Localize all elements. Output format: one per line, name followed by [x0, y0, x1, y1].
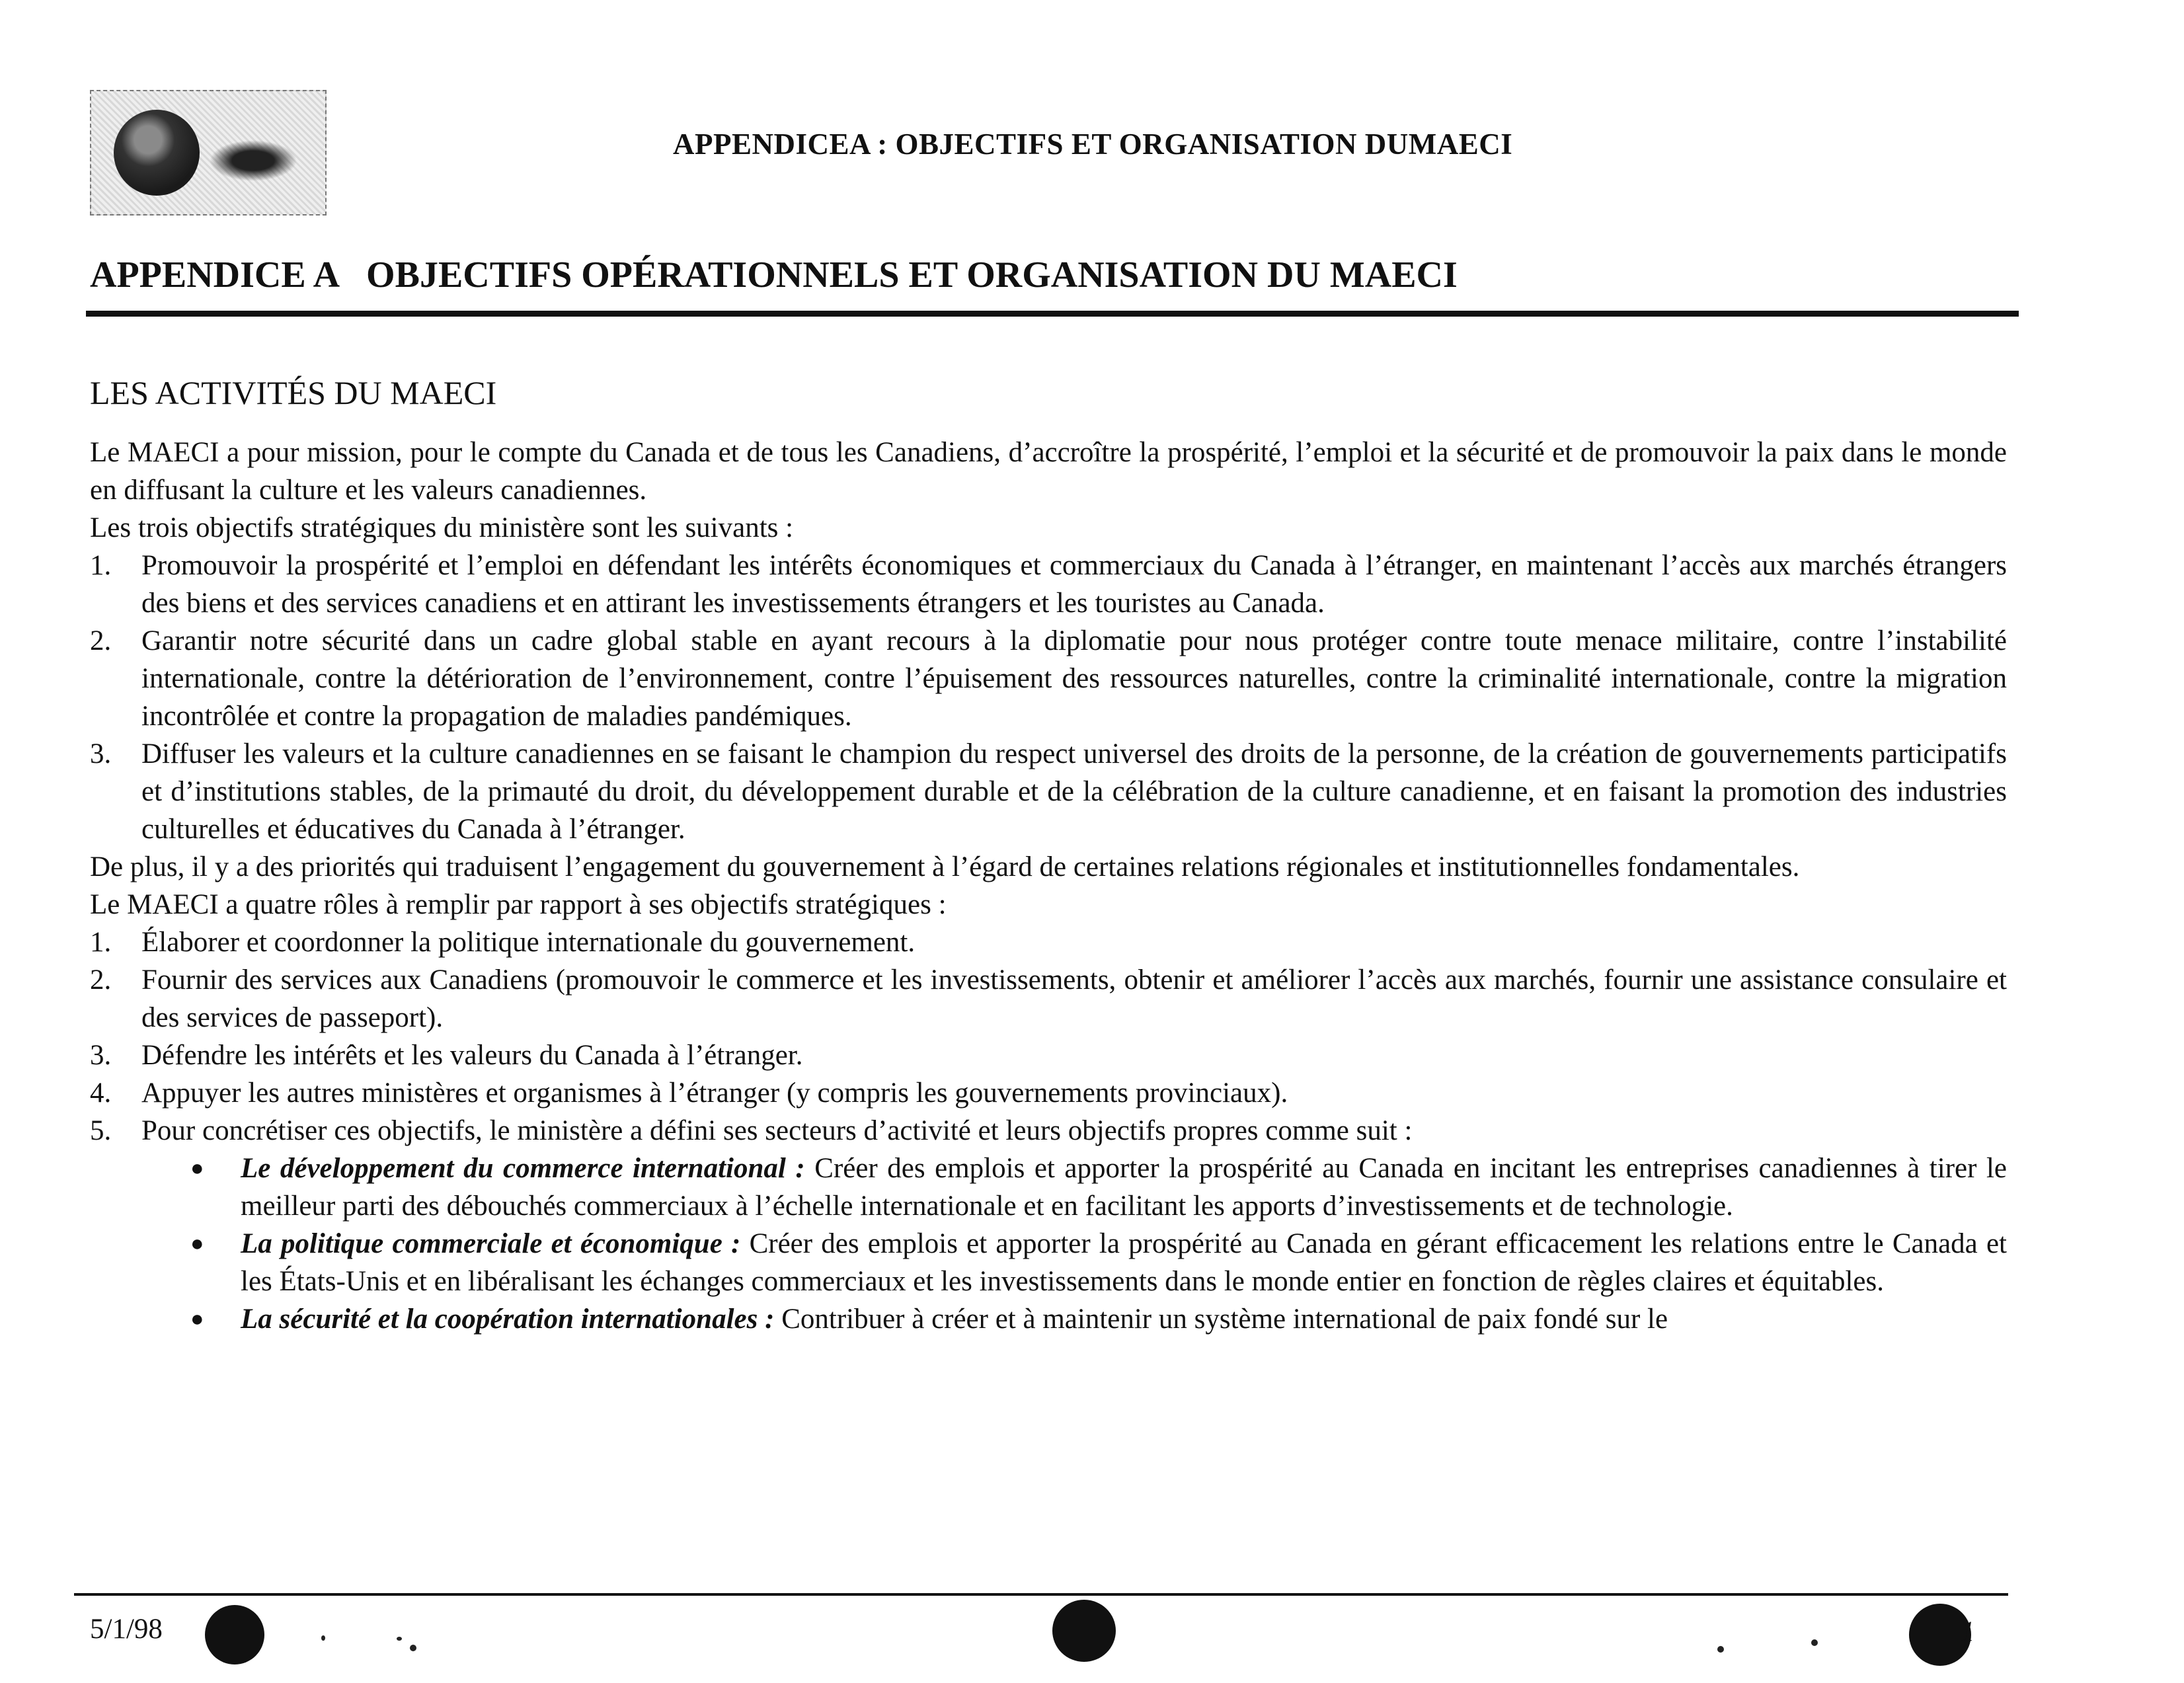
scan-speck	[1717, 1646, 1724, 1653]
scan-speck	[321, 1635, 325, 1641]
section-label: APPENDICE A	[90, 254, 340, 295]
list-item: 5. Pour concrétiser ces objectifs, le ministère a défini ses secteurs d’activité et leurs objectifs propres comme suit : ● Le développement du commerce international : Créer des emplois et apporter la prospérité au Canada en incitant les entreprises canadiennes à tirer le meilleur parti des débouchés commerciaux à l’échelle internationale et en facilitant les apports d’investissements et de technologie. ● La politique commerciale et économique : Créer des emplois et apporter la prospérité au Canada en gérant efficacement les relations entre le Canada et les États-Unis et en libéralisant les échanges commerciaux et les investissements dans le monde entier en fonction de règles claires et équitables. ● La sécurité et la coopération internationales : Contribuer à créer et à maintenir un système international de paix fondé sur le	[90, 1112, 2007, 1338]
intro-paragraph: Le MAECI a pour mission, pour le compte du Canada et de tous les Canadiens, d’accroître la prospérité, l’emploi et la sécurité et de promouvoir la paix dans le monde en diffusant la culture et les valeurs canadiennes.	[90, 437, 2007, 506]
priorities-paragraph: De plus, il y a des priorités qui traduisent l’engagement du gouvernement à l’égard de certaines relations régionales et institutionnelles fondamentales.	[90, 851, 1800, 882]
punch-hole-icon	[1052, 1600, 1116, 1662]
subheading: LES ACTIVITÉS DU MAECI	[90, 374, 497, 411]
bullet-icon: ●	[190, 1307, 204, 1331]
footer-date: 5/1/98	[90, 1614, 163, 1645]
bullet-icon: ●	[190, 1232, 204, 1256]
list-item: 1. Promouvoir la prospérité et l’emploi en défendant les intérêts économiques et commerciaux du Canada à l’étranger, en maintenant l’accès aux marchés étrangers des biens et des services canadiens et en attirant les investissements étrangers et les touristes au Canada.	[90, 550, 2007, 619]
sectors-list	[141, 1150, 2007, 1338]
footer-rule	[74, 1593, 2008, 1596]
list-item: 1. Élaborer et coordonner la politique internationale du gouvernement.	[90, 927, 916, 958]
roles-intro: Le MAECI a quatre rôles à remplir par rapport à ses objectifs stratégiques :	[90, 889, 947, 920]
header-rule	[86, 311, 2019, 317]
list-item: ● La sécurité et la coopération internationales : Contribuer à créer et à maintenir un système international de paix fondé sur le	[90, 1300, 2007, 1338]
list-item: 3. Diffuser les valeurs et la culture canadiennes en se faisant le champion du respect universel des droits de la personne, de la création de gouvernements participatifs et d’institutions stables, de la primauté du droit, du développement durable et de la célébration de la culture canadienne, et en faisant la promotion des industries culturelles et éducatives du Canada à l’étranger.	[90, 738, 2007, 845]
body-text	[90, 434, 2007, 1338]
page-number: 1	[1961, 1616, 1975, 1647]
section-heading: OBJECTIFS OPÉRATIONNELS ET ORGANISATION DU MAECI	[366, 254, 1458, 295]
list-item: 3. Défendre les intérêts et les valeurs du Canada à l’étranger.	[90, 1040, 803, 1071]
logo-mark	[204, 137, 303, 184]
globe-icon	[114, 110, 200, 196]
list-item: 2. Fournir des services aux Canadiens (promouvoir le commerce et les investissements, obtenir et améliorer l’accès aux marchés, fournir une assistance consulaire et des services de passeport).	[90, 964, 2007, 1033]
scan-speck	[397, 1637, 402, 1641]
punch-hole-icon	[205, 1605, 264, 1664]
scan-speck	[410, 1645, 416, 1651]
objectives-intro: Les trois objectifs stratégiques du ministère sont les suivants :	[90, 512, 794, 543]
list-item: ● Le développement du commerce international : Créer des emplois et apporter la prospérité au Canada en incitant les entreprises canadiennes à tirer le meilleur parti des débouchés commerciaux à l’échelle internationale et en facilitant les apports d’investissements et de technologie.	[90, 1150, 2007, 1225]
logo	[90, 90, 327, 215]
bullet-icon: ●	[190, 1156, 204, 1181]
running-header: APPENDICEA : OBJECTIFS ET ORGANISATION DUMAECI	[673, 128, 1513, 161]
list-item: 2. Garantir notre sécurité dans un cadre global stable en ayant recours à la diplomatie pour nous protéger contre toute menace militaire, contre l’instabilité internationale, contre la détérioration de l’environnement, contre l’épuisement des ressources naturelles, contre la criminalité internationale, contre la migration incontrôlée et contre la propagation de maladies pandémiques.	[90, 625, 2007, 732]
list-item: 4. Appuyer les autres ministères et organismes à l’étranger (y compris les gouvernements provinciaux).	[90, 1077, 1288, 1109]
section-title	[90, 254, 1458, 296]
list-item: ● La politique commerciale et économique : Créer des emplois et apporter la prospérité au Canada en gérant efficacement les relations entre le Canada et les États-Unis et en libéralisant les échanges commerciaux et les investissements dans le monde entier en fonction de règles claires et équitables.	[90, 1225, 2007, 1300]
objectives-list	[90, 547, 2007, 848]
roles-list	[90, 923, 2007, 1338]
scan-speck	[1811, 1639, 1818, 1646]
